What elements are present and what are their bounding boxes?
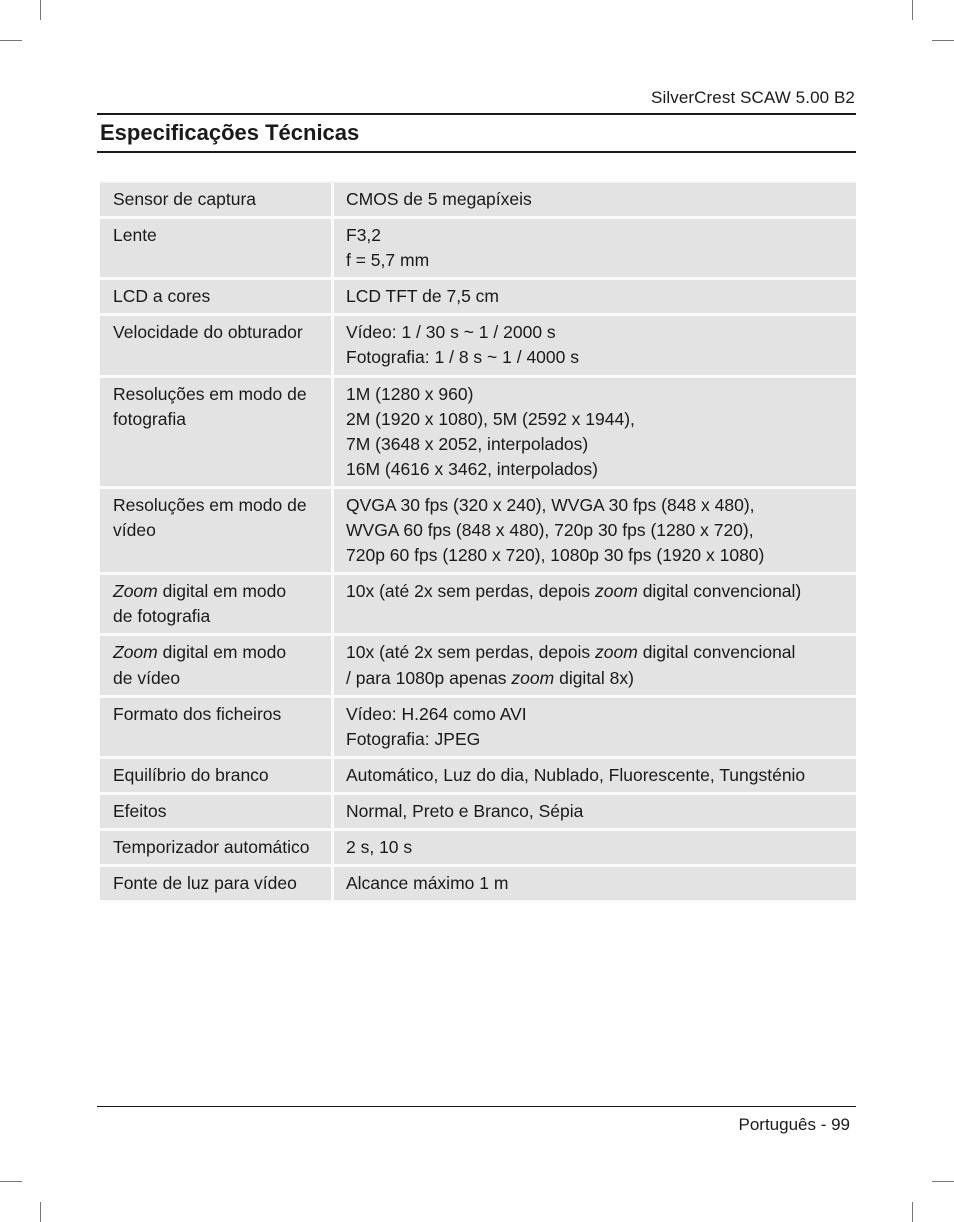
spec-value-line [346,836,846,859]
spec-label [100,831,334,867]
spec-value [334,867,856,903]
spec-value-line [346,544,846,567]
spec-label-line [113,872,321,895]
spec-value-line [346,458,846,481]
spec-value-line [346,383,846,406]
spec-label [100,698,334,759]
text-segment: f = 5,7 mm [346,250,430,271]
text-segment: Equilíbrio do branco [113,764,269,785]
spec-row [100,219,856,280]
spec-label [100,759,334,795]
text-segment: 2 s, 10 s [346,836,413,857]
spec-value-line [346,764,846,787]
text-segment: Velocidade do obturador [113,322,303,343]
spec-label-line [113,641,321,664]
text-segment: digital em modo [157,642,287,663]
spec-label-line [113,224,321,247]
spec-label-line [113,836,321,859]
text-segment: Sensor de captura [113,189,257,209]
crop-mark [912,1202,913,1222]
italic-text: zoom [595,581,638,602]
text-segment: digital convencional [637,642,796,663]
spec-value-line [346,667,846,690]
text-segment: Fotografia: 1 / 8 s ~ 1 / 4000 s [346,347,579,368]
text-segment: Efeitos [113,800,167,821]
spec-label-line [113,703,321,726]
text-segment: 10x (até 2x sem perdas, depois [346,581,596,602]
spec-row [100,636,856,697]
text-segment: Fonte de luz para vídeo [113,873,297,894]
spec-value-line [346,249,846,272]
text-segment: WVGA 60 fps (848 x 480), 720p 30 fps (1280 x 720), [346,520,754,541]
spec-value [334,489,856,575]
text-segment: QVGA 30 fps (320 x 240), WVGA 30 fps (848 x 480), [346,494,755,515]
spec-label-line [113,285,321,308]
text-segment: CMOS de 5 megapíxeis [346,189,532,209]
spec-value-line [346,224,846,247]
italic-text: Zoom [113,642,158,663]
spec-label-line [113,605,321,628]
spec-label-line [113,494,321,517]
spec-label [100,219,334,280]
spec-value-line [346,346,846,369]
header-model: SilverCrest SCAW 5.00 B2 [651,88,855,107]
crop-mark [932,40,954,41]
spec-value [334,316,856,377]
crop-mark [40,1202,41,1222]
text-segment: 10x (até 2x sem perdas, depois [346,642,596,663]
text-segment: 7M (3648 x 2052, interpolados) [346,433,589,454]
text-segment: de vídeo [113,667,181,688]
text-segment: LCD a cores [113,286,211,307]
spec-value-line [346,408,846,431]
spec-label-line [113,580,321,603]
spec-label [100,489,334,575]
spec-row [100,183,856,219]
spec-value-line [346,433,846,456]
spec-value [334,698,856,759]
text-segment: Formato dos ficheiros [113,703,282,724]
spec-label-line [113,667,321,690]
text-segment: 1M (1280 x 960) [346,383,474,404]
crop-mark [932,1181,954,1182]
text-segment: vídeo [113,520,156,541]
spec-label [100,636,334,697]
spec-value [334,378,856,489]
spec-value [334,183,856,219]
spec-value [334,831,856,867]
text-segment: digital 8x) [554,667,634,688]
spec-label-line [113,188,321,211]
text-segment: Fotografia: JPEG [346,728,481,749]
spec-row [100,795,856,831]
text-segment: Vídeo: 1 / 30 s ~ 1 / 2000 s [346,322,556,343]
text-segment: 2M (1920 x 1080), 5M (2592 x 1944), [346,408,635,429]
spec-value-line [346,703,846,726]
spec-value [334,219,856,280]
crop-mark [0,40,22,41]
spec-value [334,636,856,697]
spec-value [334,795,856,831]
spec-row [100,759,856,795]
text-segment: 720p 60 fps (1280 x 720), 1080p 30 fps (1920 x 1080) [346,545,765,566]
text-segment: digital convencional) [637,581,802,602]
text-segment: Vídeo: H.264 como AVI [346,703,527,724]
spec-value-line [346,641,846,664]
page-title: Especificações Técnicas [100,120,360,145]
spec-table [100,181,856,903]
spec-label [100,183,334,219]
text-segment: fotografia [113,408,186,429]
italic-text: zoom [511,667,555,688]
spec-value [334,759,856,795]
spec-value-line [346,728,846,751]
italic-text: zoom [595,642,638,663]
spec-row [100,867,856,903]
spec-label-line [113,383,321,406]
spec-row [100,831,856,867]
header-rule [97,113,856,115]
spec-label [100,378,334,489]
text-segment: de fotografia [113,606,211,627]
spec-table-body [100,183,856,903]
text-segment: Temporizador automático [113,836,310,857]
spec-value-line [346,188,846,211]
text-segment: digital em modo [157,581,287,602]
spec-label-line [113,321,321,344]
page-number: Português - 99 [738,1115,850,1134]
spec-row [100,698,856,759]
footer-rule [97,1106,856,1107]
spec-row [100,489,856,575]
title-rule [97,151,856,153]
spec-row [100,378,856,489]
spec-label-line [113,764,321,787]
crop-mark [912,0,913,20]
spec-label [100,280,334,316]
spec-value [334,575,856,636]
spec-label [100,575,334,636]
spec-label-line [113,800,321,823]
spec-row [100,575,856,636]
spec-value-line [346,800,846,823]
italic-text: Zoom [113,581,158,602]
text-segment: Resoluções em modo de [113,494,307,515]
crop-mark [0,1181,22,1182]
spec-label-line [113,519,321,542]
spec-value-line [346,321,846,344]
spec-row [100,280,856,316]
text-segment: 16M (4616 x 3462, interpolados) [346,458,598,479]
spec-value-line [346,519,846,542]
spec-label [100,316,334,377]
text-segment: F3,2 [346,225,382,246]
spec-label [100,867,334,903]
spec-value-line [346,285,846,308]
text-segment: Automático, Luz do dia, Nublado, Fluorescente, Tungsténio [346,764,806,785]
spec-value-line [346,872,846,895]
text-segment: Lente [113,225,157,246]
spec-value [334,280,856,316]
text-segment: Alcance máximo 1 m [346,873,509,894]
spec-label-line [113,408,321,431]
spec-value-line [346,580,846,603]
spec-row [100,316,856,377]
spec-value-line [346,494,846,517]
text-segment: / para 1080p apenas [346,667,512,688]
crop-mark [40,0,41,20]
text-segment: Normal, Preto e Branco, Sépia [346,800,584,821]
text-segment: Resoluções em modo de [113,383,307,404]
spec-label [100,795,334,831]
text-segment: LCD TFT de 7,5 cm [346,286,500,307]
